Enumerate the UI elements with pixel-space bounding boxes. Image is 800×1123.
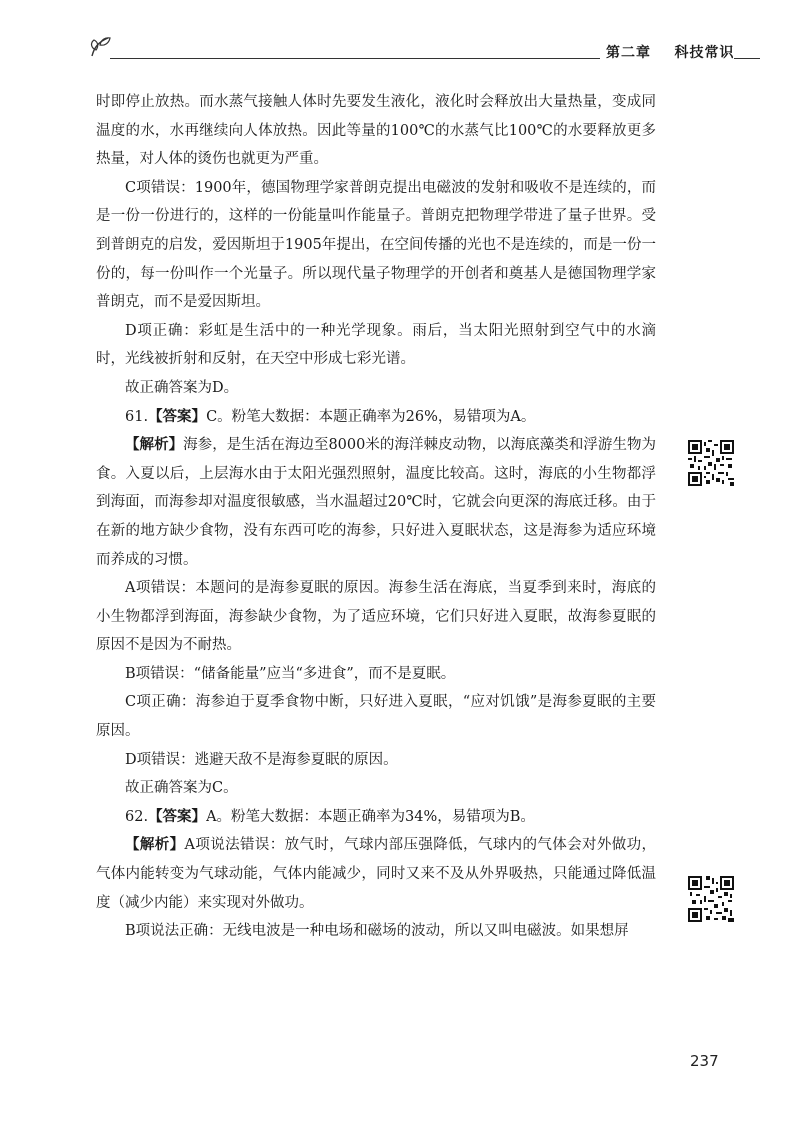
paragraph: C项错误：1900年，德国物理学家普朗克提出电磁波的发射和吸收不是连续的，而是一份一份进行的，这样的一份能量叫作能量子。普朗克把物理学带进了量子世界。受到普朗克的启发，爱因斯坦于1905年提出，在空间传播的光也不是连续的，而是一份一份的，每一份叫作一个光量子。所以现代量子物理学的开创者和奠基人是德国物理学家普朗克，而不是爱因斯坦。 bbox=[96, 179, 656, 311]
answer-paragraph: 61.【答案】C。粉笔大数据：本题正确率为26%，易错项为A。 bbox=[125, 407, 536, 425]
question-number: 62. bbox=[125, 808, 149, 825]
page-number: 237 bbox=[690, 1052, 719, 1070]
analysis-label: 【解析】 bbox=[125, 436, 184, 454]
paragraph: C项正确：海参迫于夏季食物中断，只好进入夏眠，“应对饥饿”是海参夏眠的主要原因。 bbox=[96, 694, 656, 740]
answer-label: 【答案】 bbox=[148, 807, 207, 825]
chapter-label: 第二章 bbox=[606, 45, 651, 61]
answer-paragraph: 62.【答案】A。粉笔大数据：本题正确率为34%，易错项为B。 bbox=[125, 807, 535, 825]
analysis-label: 【解析】 bbox=[125, 836, 185, 854]
page-body bbox=[96, 88, 656, 946]
paragraph: B项错误：“储备能量”应当“多进食”，而不是夏眠。 bbox=[125, 665, 456, 682]
leaf-icon bbox=[88, 34, 114, 60]
question-number: 61. bbox=[125, 408, 149, 425]
paragraph: D项错误：逃避天敌不是海参夏眠的原因。 bbox=[125, 751, 398, 768]
qr-code-icon[interactable] bbox=[688, 876, 734, 922]
page-header bbox=[88, 34, 760, 64]
paragraph: 故正确答案为C。 bbox=[125, 780, 238, 797]
paragraph: B项说法正确：无线电波是一种电场和磁场的波动，所以又叫电磁波。如果想屏 bbox=[125, 923, 629, 940]
answer-label: 【答案】 bbox=[148, 407, 207, 425]
qr-code-icon[interactable] bbox=[688, 440, 734, 486]
analysis-paragraph: 【解析】海参，是生活在海边至8000米的海洋棘皮动物，以海底藻类和浮游生物为食。入夏以后，上层海水由于太阳光强烈照射，温度比较高。这时，海底的小生物都浮到海面，而海参却对温度很敏感，当水温超过20℃时，它就会向更深的海底迁移。由于在新的地方缺少食物，没有东西可吃的海参，只好进入夏眠状态，这是海参为适应环境而养成的习惯。 bbox=[96, 436, 657, 568]
header-rule bbox=[110, 58, 600, 59]
chapter-title bbox=[606, 42, 735, 62]
paragraph: 故正确答案为D。 bbox=[125, 379, 239, 396]
paragraph: D项正确：彩虹是生活中的一种光学现象。雨后，当太阳光照射到空气中的水滴时，光线被折射和反射，在天空中形成七彩光谱。 bbox=[96, 322, 656, 368]
analysis-paragraph: 【解析】A项说法错误：放气时，气球内部压强降低，气球内的气体会对外做功，气体内能转变为气球动能，气体内能减少，同时又来不及从外界吸热，只能通过降低温度（减少内能）来实现对外做功。 bbox=[96, 836, 657, 911]
paragraph: A项错误：本题问的是海参夏眠的原因。海参生活在海底，当夏季到来时，海底的小生物都浮到海面，海参缺少食物，为了适应环境，它们只好进入夏眠，故海参夏眠的原因不是因为不耐热。 bbox=[96, 580, 656, 654]
paragraph: 时即停止放热。而水蒸气接触人体时先要发生液化，液化时会释放出大量热量，变成同温度的水，水再继续向人体放热。因此等量的100℃的水蒸气比100℃的水要释放更多热量，对人体的烫伤也就更为严重。 bbox=[96, 94, 656, 168]
header-rule-right bbox=[734, 58, 760, 59]
section-label: 科技常识 bbox=[674, 45, 735, 61]
